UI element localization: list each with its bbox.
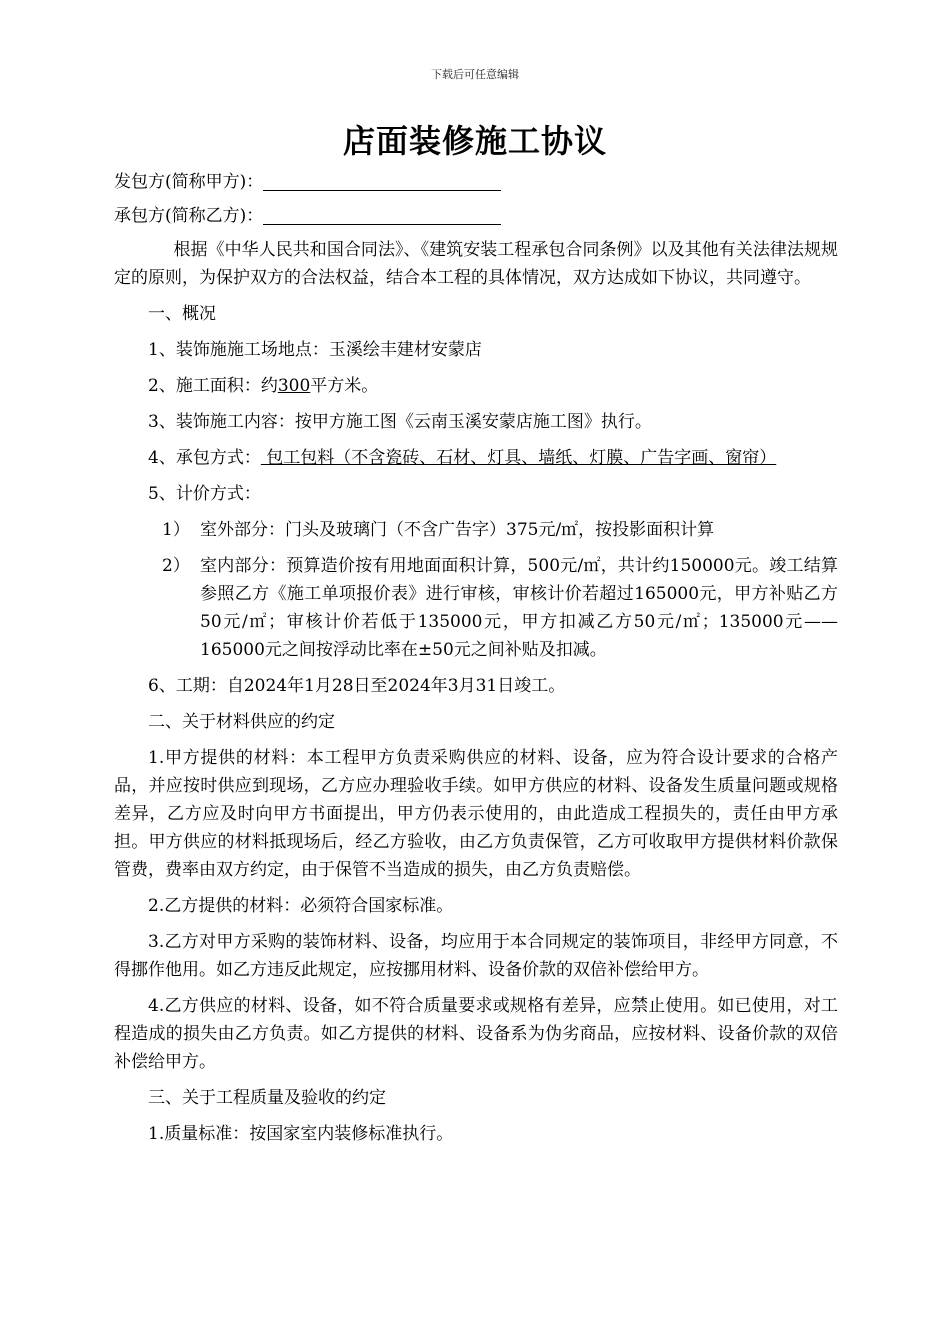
pricing-sub-1 bbox=[114, 516, 838, 544]
document-body bbox=[114, 168, 838, 1148]
party-a-blank bbox=[263, 170, 501, 191]
item-2-suffix: 平方米。 bbox=[310, 376, 379, 396]
sub-2-text: 室内部分：预算造价按有用地面面积计算，500元/㎡，共计约150000元。竣工结算参照乙方《施工单项报价表》进行审核，审核计价若超过165000元，甲方补贴乙方50元/㎡；审核计价若低于135000元，甲方扣减乙方50元/㎡；135000元——165000元之间按浮动比率在±50元之间补贴及扣减。 bbox=[200, 556, 838, 660]
section-1-heading: 一、概况 bbox=[148, 304, 216, 324]
section-1-item-3: 3、装饰施工内容：按甲方施工图《云南玉溪安蒙店施工图》执行。 bbox=[148, 412, 652, 432]
party-a-line bbox=[114, 168, 838, 196]
sub-1-number: 1） bbox=[162, 520, 190, 540]
sub-1-text: 室外部分：门头及玻璃门（不含广告字）375元/㎡，按投影面积计算 bbox=[200, 520, 715, 540]
pricing-sub-2 bbox=[114, 552, 838, 664]
section-1-item-4 bbox=[114, 444, 838, 472]
section-2-paragraph-2: 2.乙方提供的材料：必须符合国家标准。 bbox=[148, 896, 454, 916]
header-note: 下载后可任意编辑 bbox=[431, 68, 519, 81]
section-1-item-2 bbox=[114, 372, 838, 400]
section-1-item-6: 6、工期：自2024年1月28日至2024年3月31日竣工。 bbox=[148, 676, 566, 696]
section-2-paragraph-3: 3.乙方对甲方采购的装饰材料、设备，均应用于本合同规定的装饰项目，非经甲方同意，不得挪作他用。如乙方违反此规定，应按挪用材料、设备价款的双倍补偿给甲方。 bbox=[114, 932, 838, 980]
area-value: 300 bbox=[277, 376, 311, 396]
section-2-heading: 二、关于材料供应的约定 bbox=[148, 712, 335, 732]
section-3-heading: 三、关于工程质量及验收的约定 bbox=[148, 1088, 386, 1108]
party-b-line bbox=[114, 202, 838, 230]
contract-mode-value: 包工包料（不含瓷砖、石材、灯具、墙纸、灯膜、广告字画、窗帘） bbox=[260, 448, 777, 468]
document-title: 店面装修施工协议 bbox=[342, 122, 607, 160]
item-4-label: 4、承包方式： bbox=[148, 448, 261, 468]
section-1-item-5: 5、计价方式： bbox=[148, 484, 261, 504]
sub-2-number: 2） bbox=[162, 556, 190, 576]
section-3-paragraph-1: 1.质量标准：按国家室内装修标准执行。 bbox=[148, 1124, 454, 1144]
section-2-paragraph-1: 1.甲方提供的材料：本工程甲方负责采购供应的材料、设备，应为符合设计要求的合格产品，并应按时供应到现场，乙方应办理验收手续。如甲方供应的材料、设备发生质量问题或规格差异，乙方应及时向甲方书面提出，甲方仍表示使用的，由此造成工程损失的，责任由甲方承担。甲方供应的材料抵现场后，经乙方验收，由乙方负责保管，乙方可收取甲方提供材料价款保管费，费率由双方约定，由于保管不当造成的损失，由乙方负责赔偿。 bbox=[114, 748, 838, 880]
intro-paragraph: 根据《中华人民共和国合同法》、《建筑安装工程承包合同条例》以及其他有关法律法规规定的原则，为保护双方的合法权益，结合本工程的具体情况，双方达成如下协议，共同遵守。 bbox=[114, 240, 838, 288]
item-2-prefix: 2、施工面积：约 bbox=[148, 376, 278, 396]
section-2-paragraph-4: 4.乙方供应的材料、设备，如不符合质量要求或规格有差异，应禁止使用。如已使用，对工程造成的损失由乙方负责。如乙方提供的材料、设备系为伪劣商品，应按材料、设备价款的双倍补偿给甲方。 bbox=[114, 996, 838, 1072]
section-1-item-1: 1、装饰施施工场地点：玉溪绘丰建材安蒙店 bbox=[148, 340, 482, 360]
party-b-blank bbox=[263, 204, 501, 225]
party-b-label: 承包方(简称乙方)： bbox=[114, 206, 264, 226]
party-a-label: 发包方(简称甲方)： bbox=[114, 172, 264, 192]
